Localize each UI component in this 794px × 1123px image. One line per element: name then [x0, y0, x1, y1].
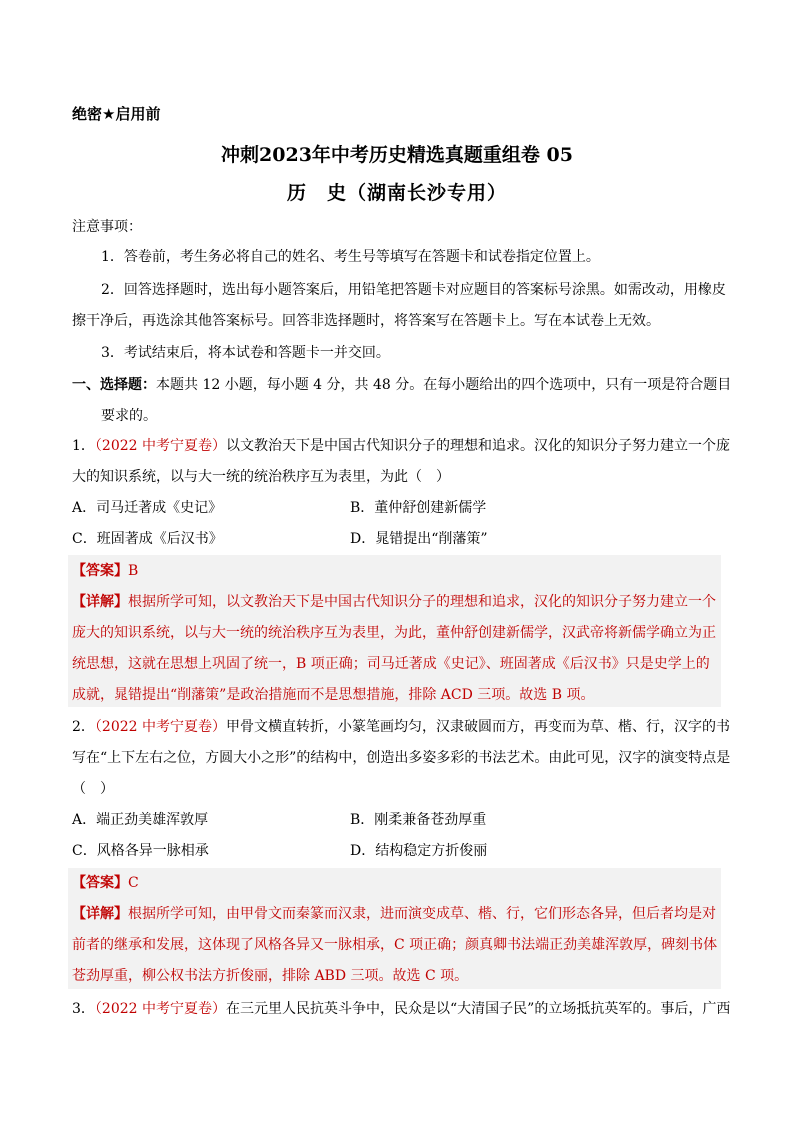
detail-line	[72, 903, 716, 925]
detail-text: 庞大的知识系统，以与大一统的统治秩序互为表里，为此，董仲舒创建新儒学，汉武帝将新儒学确立为正	[72, 625, 716, 641]
question-source: （2022 中考宁夏卷）	[94, 719, 227, 735]
notice-item: 3．考试结束后，将本试卷和答题卡一并交回。	[101, 345, 390, 361]
answer-line	[72, 872, 139, 894]
question-number: 2．	[72, 719, 95, 735]
answer-value: B	[128, 563, 139, 579]
question-text: 甲骨文横直转折，小篆笔画均匀，汉隶破圆而方，再变而为草、楷、行，汉字的书	[226, 719, 731, 735]
option-b: B．刚柔兼备苍劲厚重	[350, 812, 487, 828]
notice-item: 擦干净后，再选涂其他答案标号。回答非选择题时，将答案写在答题卡上。写在本试卷上无效。	[72, 313, 660, 329]
section-heading	[72, 374, 731, 396]
option-c: C．风格各异一脉相承	[72, 843, 209, 859]
question-text: 以文教治天下是中国古代知识分子的理想和追求。汉化的知识分子努力建立一个庞	[226, 438, 731, 454]
section-label: 一、选择题：	[72, 377, 156, 393]
question-number: 1．	[72, 438, 95, 454]
question-text: 在三元里人民抗英斗争中，民众是以“大清国子民”的立场抵抗英军的。事后，广西	[226, 1001, 731, 1017]
section-text-cont: 要求的。	[101, 408, 157, 424]
section-text: 本题共 12 小题，每小题 4 分，共 48 分。在每小题给出的四个选项中，只有一项是符合题目	[156, 377, 732, 393]
detail-text: 统思想，这就在思想上巩固了统一，B 项正确；司马迁著成《史记》、班固著成《后汉书》只是史学上的	[72, 656, 710, 672]
notice-item: 2．回答选择题时，选出每小题答案后，用铅笔把答题卡对应题目的答案标号涂黑。如需改动，用橡皮	[101, 282, 726, 298]
detail-text: 苍劲厚重，柳公权书法方折俊丽，排除 ABD 三项。故选 C 项。	[72, 968, 469, 984]
option-d: D．晁错提出“削藩策”	[350, 531, 488, 547]
detail-tag: 【详解】	[72, 594, 128, 610]
option-b: B．董仲舒创建新儒学	[350, 500, 487, 516]
option-c: C．班固著成《后汉书》	[72, 531, 223, 547]
page-subtitle: 历 史（湖南长沙专用）	[286, 182, 507, 204]
question-stem	[72, 435, 730, 457]
confidential-label: 绝密★启用前	[72, 105, 161, 123]
question-source: （2022 中考宁夏卷）	[94, 438, 227, 454]
question-text: （ ）	[72, 781, 114, 797]
answer-tag: 【答案】	[72, 875, 128, 891]
page-title: 冲刺2023年中考历史精选真题重组卷 05	[221, 144, 573, 166]
answer-line	[72, 560, 138, 582]
option-a: A．端正劲美雄浑敦厚	[72, 812, 209, 828]
answer-value: C	[128, 875, 139, 891]
question-stem	[72, 998, 730, 1020]
question-stem	[72, 716, 730, 738]
detail-line	[72, 591, 716, 613]
answer-tag: 【答案】	[72, 563, 128, 579]
question-source: （2022 中考宁夏卷）	[94, 1001, 227, 1017]
detail-text: 成就，晁错提出“削藩策”是政治措施而不是思想措施，排除 ACD 三项。故选 B 项。	[72, 687, 595, 703]
option-a: A．司马迁著成《史记》	[72, 500, 223, 516]
detail-text: 前者的继承和发展，这体现了风格各异又一脉相承，C 项正确；颜真卿书法端正劲美雄浑敦厚，碑刻书体	[72, 937, 718, 953]
question-text: 大的知识系统，以与大一统的统治秩序互为表里，为此（ ）	[72, 469, 450, 485]
question-text: 写在“上下左右之位，方圆大小之形”的结构中，创造出多姿多彩的书法艺术。由此可见，汉字的演变特点是	[72, 750, 731, 766]
notice-item: 1．答卷前，考生务必将自己的姓名、考生号等填写在答题卡和试卷指定位置上。	[101, 249, 600, 265]
notice-heading: 注意事项：	[72, 219, 142, 235]
option-d: D．结构稳定方折俊丽	[350, 843, 488, 859]
detail-tag: 【详解】	[72, 906, 128, 922]
detail-text: 根据所学可知，由甲骨文而秦篆而汉隶，进而演变成草、楷、行，它们形态各异，但后者均是对	[128, 906, 716, 922]
detail-text: 根据所学可知，以文教治天下是中国古代知识分子的理想和追求，汉化的知识分子努力建立一个	[128, 594, 716, 610]
question-number: 3．	[72, 1001, 95, 1017]
